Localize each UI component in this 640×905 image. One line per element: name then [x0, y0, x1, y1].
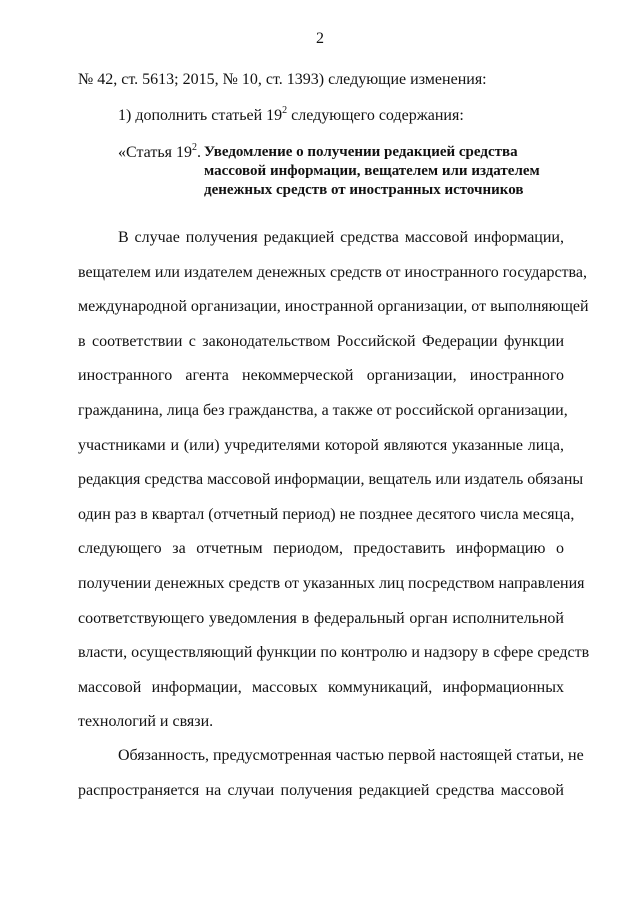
article-title-line: Уведомление о получении редакцией средства — [204, 144, 518, 160]
paragraph-line: Обязанность, предусмотренная частью первой настоящей статьи, не — [118, 747, 584, 764]
paragraph-line: один раз в квартал (отчетный период) не позднее десятого числа месяца, — [78, 505, 575, 523]
paragraph-1 — [78, 228, 590, 747]
paragraph-line: технологий и связи. — [78, 713, 214, 731]
paragraph-line: иностранного агента некоммерческой организации, иностранного — [78, 367, 564, 385]
paragraph-line: в соответствии с законодательством Российской Федерации функции — [78, 332, 564, 350]
article-label — [118, 143, 201, 163]
paragraph-line: распространяется на случаи получения редакцией средства массовой — [78, 781, 564, 799]
article-title-line: денежных средств от иностранных источников — [204, 182, 524, 198]
intro-line-2-prefix: 1) дополнить статьей 19 — [118, 107, 283, 124]
article-title — [204, 143, 564, 200]
paragraph-line: соответствующего уведомления в федеральный орган исполнительной — [78, 609, 564, 627]
paragraph-line: власти, осуществляющий функции по контролю и надзору в сфере средств — [78, 644, 590, 662]
article-title-line: массовой информации, вещателем или издателем — [204, 163, 540, 179]
paragraph-line: участниками и (или) учредителями которой являются указанные лица, — [78, 436, 564, 454]
article-label-prefix: «Статья 19 — [118, 144, 192, 161]
paragraph-line: международной организации, иностранной организации, от выполняющей — [78, 298, 589, 316]
intro-line-2-superscript: 2 — [282, 104, 288, 116]
paragraph-2 — [78, 746, 584, 815]
intro-line-1: № 42, ст. 5613; 2015, № 10, ст. 1393) следующие изменения: — [78, 71, 487, 88]
paragraph-line: гражданина, лица без гражданства, а также от российской организации, — [78, 401, 568, 419]
intro-line-2-suffix: следующего содержания: — [287, 107, 464, 124]
paragraph-line: массовой информации, массовых коммуникаций, информационных — [78, 678, 564, 696]
article-label-superscript: 2 — [191, 141, 197, 153]
paragraph-line: В случае получения редакцией средства массовой информации, — [118, 229, 564, 246]
page-number: 2 — [316, 30, 324, 47]
paragraph-line: вещателем или издателем денежных средств от иностранного государства, — [78, 263, 587, 281]
paragraph-line: следующего за отчетным периодом, предоставить информацию о — [78, 540, 564, 558]
paragraph-line: редакция средства массовой информации, вещатель или издатель обязаны — [78, 471, 584, 489]
article-label-suffix: . — [196, 144, 201, 161]
paragraph-line: получении денежных средств от указанных лиц посредством направления — [78, 574, 585, 592]
intro-line-2 — [118, 106, 464, 126]
